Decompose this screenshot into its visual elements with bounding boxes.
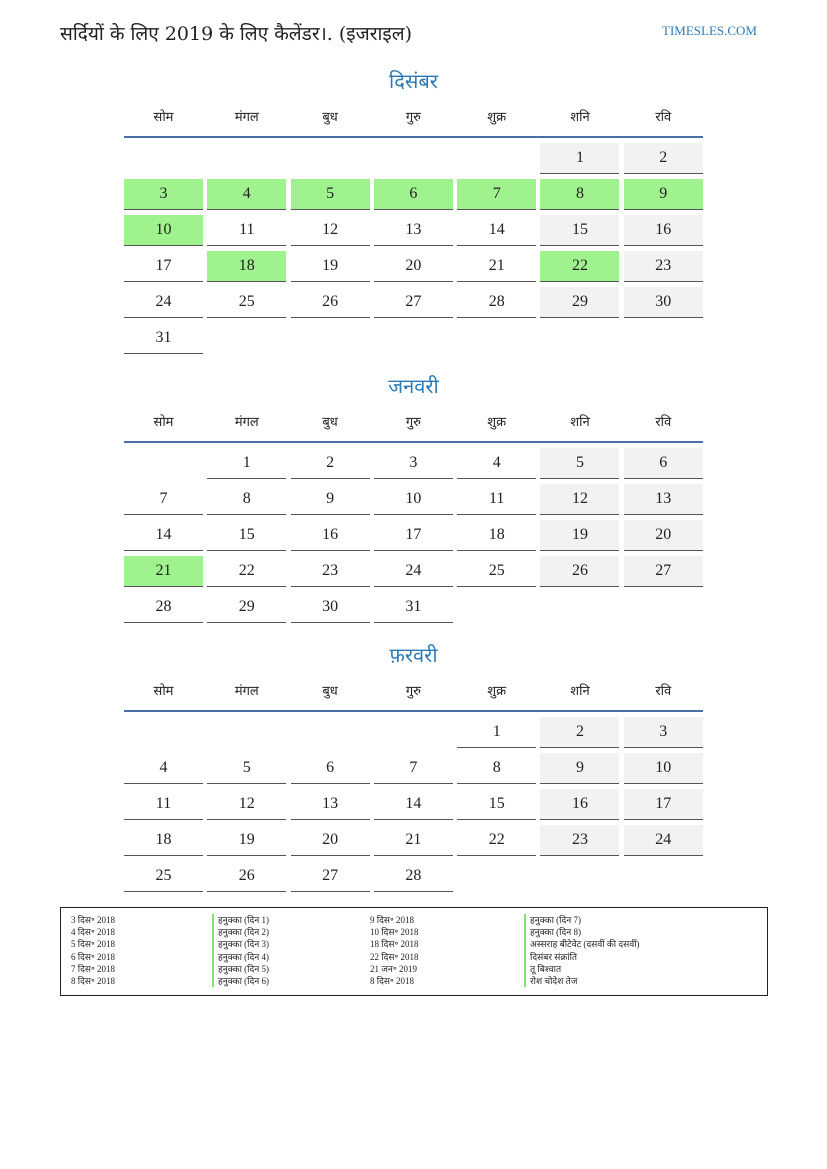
day-cell: 29	[207, 592, 286, 623]
page-title: सर्दियों के लिए 2019 के लिए कैलेंडर।. (इजराइल)	[60, 23, 413, 45]
day-cell: 27	[374, 287, 453, 318]
day-cell: 22	[540, 251, 619, 282]
weekday-label: रवि	[655, 684, 672, 699]
day-cell: 9	[624, 179, 703, 210]
day-cell: 19	[540, 520, 619, 551]
empty-day-cell	[124, 717, 203, 747]
day-cell: 4	[207, 179, 286, 210]
day-cell: 29	[540, 287, 619, 318]
day-cell: 21	[457, 251, 536, 282]
day-cell: 27	[291, 861, 370, 892]
weekday-label: सोम	[153, 684, 174, 699]
legend-holiday-name: हनुक्का (दिन 3)	[212, 938, 269, 950]
weekday-label: सोम	[153, 415, 174, 430]
month-january	[124, 371, 703, 623]
day-cell: 22	[207, 556, 286, 587]
legend-holiday-name: हनुक्का (दिन 4)	[212, 951, 269, 963]
legend-holiday-name: हनुक्का (दिन 1)	[212, 914, 269, 926]
day-cell: 13	[291, 789, 370, 820]
day-cell: 8	[207, 484, 286, 515]
day-cell: 5	[291, 179, 370, 210]
legend-holiday-name: हनुक्का (दिन 5)	[212, 963, 269, 975]
legend-date: 7 दिस॰ 2018	[71, 963, 116, 974]
day-cell: 3	[624, 717, 703, 748]
day-cell: 13	[624, 484, 703, 515]
day-cell: 4	[124, 753, 203, 784]
legend-dates-right	[370, 914, 419, 987]
legend-holiday-name: रोश चोदेश तेज	[524, 975, 640, 987]
day-cell: 6	[624, 448, 703, 479]
day-cell: 28	[124, 592, 203, 623]
day-cell: 12	[540, 484, 619, 515]
day-cell: 17	[624, 789, 703, 820]
day-cell: 31	[124, 323, 203, 354]
day-cell: 2	[540, 717, 619, 748]
day-cell: 23	[624, 251, 703, 282]
legend-date: 5 दिस॰ 2018	[71, 939, 116, 950]
legend-date: 21 जन॰ 2019	[370, 963, 418, 974]
legend-holiday-name: दिसंबर संक्रांति	[524, 951, 640, 963]
day-cell: 18	[124, 825, 203, 856]
site-link[interactable]: TIMESLES.COM	[662, 23, 757, 38]
day-cell: 18	[457, 520, 536, 551]
month-february	[124, 640, 703, 892]
day-cell: 19	[291, 251, 370, 282]
empty-day-cell	[291, 143, 370, 173]
day-cell: 26	[291, 287, 370, 318]
day-cell: 23	[291, 556, 370, 587]
legend-date: 3 दिस॰ 2018	[71, 915, 116, 925]
day-cell: 25	[124, 861, 203, 892]
legend-holiday-name: हनुक्का (दिन 8)	[524, 926, 640, 938]
day-cell: 8	[457, 753, 536, 784]
empty-day-cell	[124, 143, 203, 173]
day-cell: 24	[124, 287, 203, 318]
day-cell: 10	[374, 484, 453, 515]
day-cell: 28	[457, 287, 536, 318]
empty-day-cell	[374, 143, 453, 173]
day-grid	[124, 143, 703, 354]
empty-day-cell	[207, 143, 286, 173]
day-cell: 21	[124, 556, 203, 587]
holiday-legend	[60, 907, 768, 996]
day-cell: 25	[457, 556, 536, 587]
day-cell: 20	[624, 520, 703, 551]
day-cell: 16	[624, 215, 703, 246]
day-cell: 14	[124, 520, 203, 551]
empty-day-cell	[457, 143, 536, 173]
day-grid	[124, 717, 703, 892]
legend-date: 4 दिस॰ 2018	[71, 927, 116, 938]
day-cell: 12	[207, 789, 286, 820]
weekday-label: बुध	[322, 415, 338, 430]
weekday-label: मंगल	[234, 415, 259, 430]
day-cell: 30	[624, 287, 703, 318]
day-cell: 5	[207, 753, 286, 784]
day-cell: 19	[207, 825, 286, 856]
day-cell: 1	[457, 717, 536, 748]
empty-day-cell	[124, 448, 203, 478]
legend-names-right	[524, 914, 640, 987]
day-cell: 16	[540, 789, 619, 820]
weekday-label: शुक्र	[487, 110, 507, 125]
weekday-label: सोम	[153, 110, 174, 125]
day-cell: 4	[457, 448, 536, 479]
day-cell: 7	[374, 753, 453, 784]
day-cell: 5	[540, 448, 619, 479]
day-cell: 31	[374, 592, 453, 623]
day-cell: 21	[374, 825, 453, 856]
empty-day-cell	[374, 717, 453, 747]
day-cell: 16	[291, 520, 370, 551]
day-cell: 14	[374, 789, 453, 820]
weekday-label: शनि	[570, 415, 590, 430]
empty-day-cell	[207, 717, 286, 747]
legend-names-left	[212, 914, 269, 987]
weekday-label: रवि	[655, 415, 672, 430]
day-cell: 23	[540, 825, 619, 856]
day-grid	[124, 448, 703, 623]
day-cell: 15	[457, 789, 536, 820]
day-cell: 26	[207, 861, 286, 892]
weekday-label: गुरु	[405, 415, 421, 430]
day-cell: 17	[374, 520, 453, 551]
weekday-label: शनि	[570, 110, 590, 125]
empty-day-cell	[291, 717, 370, 747]
day-cell: 15	[540, 215, 619, 246]
day-cell: 12	[291, 215, 370, 246]
weekday-label: मंगल	[234, 110, 259, 125]
month-name: जनवरी	[388, 374, 439, 398]
legend-date: 18 दिस॰ 2018	[370, 939, 419, 950]
day-cell: 28	[374, 861, 453, 892]
day-cell: 2	[624, 143, 703, 174]
legend-date: 9 दिस॰ 2018	[370, 915, 415, 925]
day-cell: 25	[207, 287, 286, 318]
day-cell: 9	[291, 484, 370, 515]
month-december	[124, 66, 703, 354]
day-cell: 2	[291, 448, 370, 479]
weekday-label: गुरु	[405, 684, 421, 699]
day-cell: 17	[124, 251, 203, 282]
day-cell: 3	[374, 448, 453, 479]
weekday-label: मंगल	[234, 684, 259, 699]
weekday-label: शुक्र	[487, 415, 507, 430]
day-cell: 13	[374, 215, 453, 246]
legend-date: 22 दिस॰ 2018	[370, 951, 419, 962]
weekday-label: शनि	[570, 684, 590, 699]
weekday-label: बुध	[322, 110, 338, 125]
day-cell: 30	[291, 592, 370, 623]
day-cell: 8	[540, 179, 619, 210]
day-cell: 24	[624, 825, 703, 856]
legend-date: 8 दिस॰ 2018	[370, 975, 415, 986]
weekday-header	[124, 405, 703, 443]
month-name: दिसंबर	[389, 69, 438, 93]
day-cell: 7	[124, 484, 203, 515]
day-cell: 27	[624, 556, 703, 587]
day-cell: 11	[457, 484, 536, 515]
weekday-label: बुध	[322, 684, 338, 699]
legend-date: 6 दिस॰ 2018	[71, 951, 116, 962]
day-cell: 22	[457, 825, 536, 856]
day-cell: 6	[374, 179, 453, 210]
legend-holiday-name: हनुक्का (दिन 7)	[524, 914, 640, 926]
day-cell: 1	[540, 143, 619, 174]
day-cell: 20	[291, 825, 370, 856]
legend-date: 10 दिस॰ 2018	[370, 927, 419, 938]
legend-holiday-name: अस्सराह बीटेवेट (दसवीं की दसवीं)	[524, 938, 640, 950]
day-cell: 7	[457, 179, 536, 210]
legend-holiday-name: हनुक्का (दिन 2)	[212, 926, 269, 938]
legend-dates-left	[71, 914, 115, 987]
weekday-label: रवि	[655, 110, 672, 125]
weekday-header	[124, 674, 703, 712]
day-cell: 6	[291, 753, 370, 784]
weekday-header	[124, 100, 703, 138]
day-cell: 9	[540, 753, 619, 784]
day-cell: 14	[457, 215, 536, 246]
day-cell: 15	[207, 520, 286, 551]
weekday-label: गुरु	[405, 110, 421, 125]
day-cell: 11	[124, 789, 203, 820]
day-cell: 11	[207, 215, 286, 246]
day-cell: 1	[207, 448, 286, 479]
legend-holiday-name: हनुक्का (दिन 6)	[212, 975, 269, 987]
day-cell: 26	[540, 556, 619, 587]
day-cell: 20	[374, 251, 453, 282]
day-cell: 10	[124, 215, 203, 246]
legend-date: 8 दिस॰ 2018	[71, 975, 116, 986]
day-cell: 10	[624, 753, 703, 784]
day-cell: 24	[374, 556, 453, 587]
day-cell: 18	[207, 251, 286, 282]
day-cell: 3	[124, 179, 203, 210]
month-name: फ़रवरी	[389, 643, 438, 667]
weekday-label: शुक्र	[487, 684, 507, 699]
legend-holiday-name: तू बिश्वात	[524, 963, 640, 975]
